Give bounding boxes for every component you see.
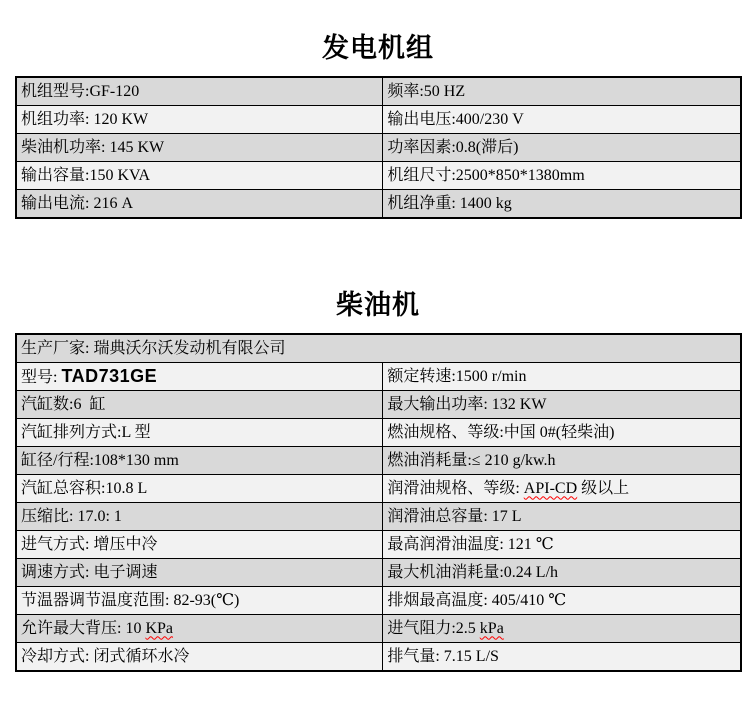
model-cell <box>16 363 383 391</box>
section-title-generator: 发电机组 <box>322 33 434 63</box>
table-row <box>16 134 741 162</box>
spec-cell-right: 机组尺寸:2500*850*1380mm <box>383 162 741 190</box>
spec-cell-right: 频率:50 HZ <box>383 77 741 106</box>
table-row <box>16 615 741 643</box>
table-row <box>16 106 741 134</box>
spec-cell-right: 燃油规格、等级:中国 0#(轻柴油) <box>383 419 741 447</box>
table-row <box>16 77 741 106</box>
section-title-diesel: 柴油机 <box>336 290 420 320</box>
spec-cell-right: 最大机油消耗量:0.24 L/h <box>383 559 741 587</box>
spec-cell-left: 机组型号:GF-120 <box>16 77 383 106</box>
table-row <box>16 559 741 587</box>
spec-cell-left: 汽缸排列方式:L 型 <box>16 419 383 447</box>
spec-cell-left: 压缩比: 17.0: 1 <box>16 503 383 531</box>
misspelled-word: kPa <box>479 619 504 637</box>
diesel-spec-table <box>15 333 742 672</box>
spec-cell-right: 排烟最高温度: 405/410 ℃ <box>383 587 741 615</box>
generator-spec-table <box>15 76 742 219</box>
table-row <box>16 363 741 391</box>
table-row <box>16 419 741 447</box>
spec-cell-right: 机组净重: 1400 kg <box>383 190 741 219</box>
spec-cell-left: 汽缸数:6 缸 <box>16 391 383 419</box>
spec-cell-right <box>383 475 741 503</box>
spec-cell-left: 缸径/行程:108*130 mm <box>16 447 383 475</box>
spec-cell-left: 输出电流: 216 A <box>16 190 383 219</box>
spec-cell-right: 输出电压:400/230 V <box>383 106 741 134</box>
spec-cell-left: 汽缸总容积:10.8 L <box>16 475 383 503</box>
table-row <box>16 503 741 531</box>
spec-text: 润滑油规格、等级: <box>387 479 524 497</box>
spec-cell-right: 最高润滑油温度: 121 ℃ <box>383 531 741 559</box>
table-row <box>16 334 741 363</box>
spec-cell-left: 冷却方式: 闭式循环水冷 <box>16 643 383 672</box>
spec-cell-right: 最大输出功率: 132 KW <box>383 391 741 419</box>
manufacturer-cell: 生产厂家: 瑞典沃尔沃发动机有限公司 <box>16 334 741 363</box>
spec-cell-right: 排气量: 7.15 L/S <box>383 643 741 672</box>
spec-cell-right: 润滑油总容量: 17 L <box>383 503 741 531</box>
table-row <box>16 587 741 615</box>
misspelled-word: API-CD <box>523 479 578 497</box>
spec-text: 进气阻力:2.5 <box>387 619 480 637</box>
spec-cell-left: 调速方式: 电子调速 <box>16 559 383 587</box>
spec-cell-left: 机组功率: 120 KW <box>16 106 383 134</box>
spec-cell-left: 进气方式: 增压中冷 <box>16 531 383 559</box>
table-row <box>16 531 741 559</box>
spec-cell-left <box>16 615 383 643</box>
model-number: TAD731GE <box>61 366 158 387</box>
table-row <box>16 162 741 190</box>
spec-text: 级以上 <box>577 479 630 497</box>
spec-cell-left: 输出容量:150 KVA <box>16 162 383 190</box>
spec-text: 允许最大背压: 10 <box>21 619 146 637</box>
table-row <box>16 190 741 219</box>
spec-cell-right: 功率因素:0.8(滞后) <box>383 134 741 162</box>
table-row <box>16 391 741 419</box>
spec-cell-right <box>383 615 741 643</box>
spec-cell-left: 柴油机功率: 145 KW <box>16 134 383 162</box>
table-row <box>16 475 741 503</box>
rated-speed-cell: 额定转速:1500 r/min <box>383 363 741 391</box>
model-label: 型号: <box>21 369 62 387</box>
misspelled-word: KPa <box>145 619 174 637</box>
table-row <box>16 643 741 672</box>
spec-cell-left: 节温器调节温度范围: 82-93(℃) <box>16 587 383 615</box>
spec-cell-right: 燃油消耗量:≤ 210 g/kw.h <box>383 447 741 475</box>
table-row <box>16 447 741 475</box>
